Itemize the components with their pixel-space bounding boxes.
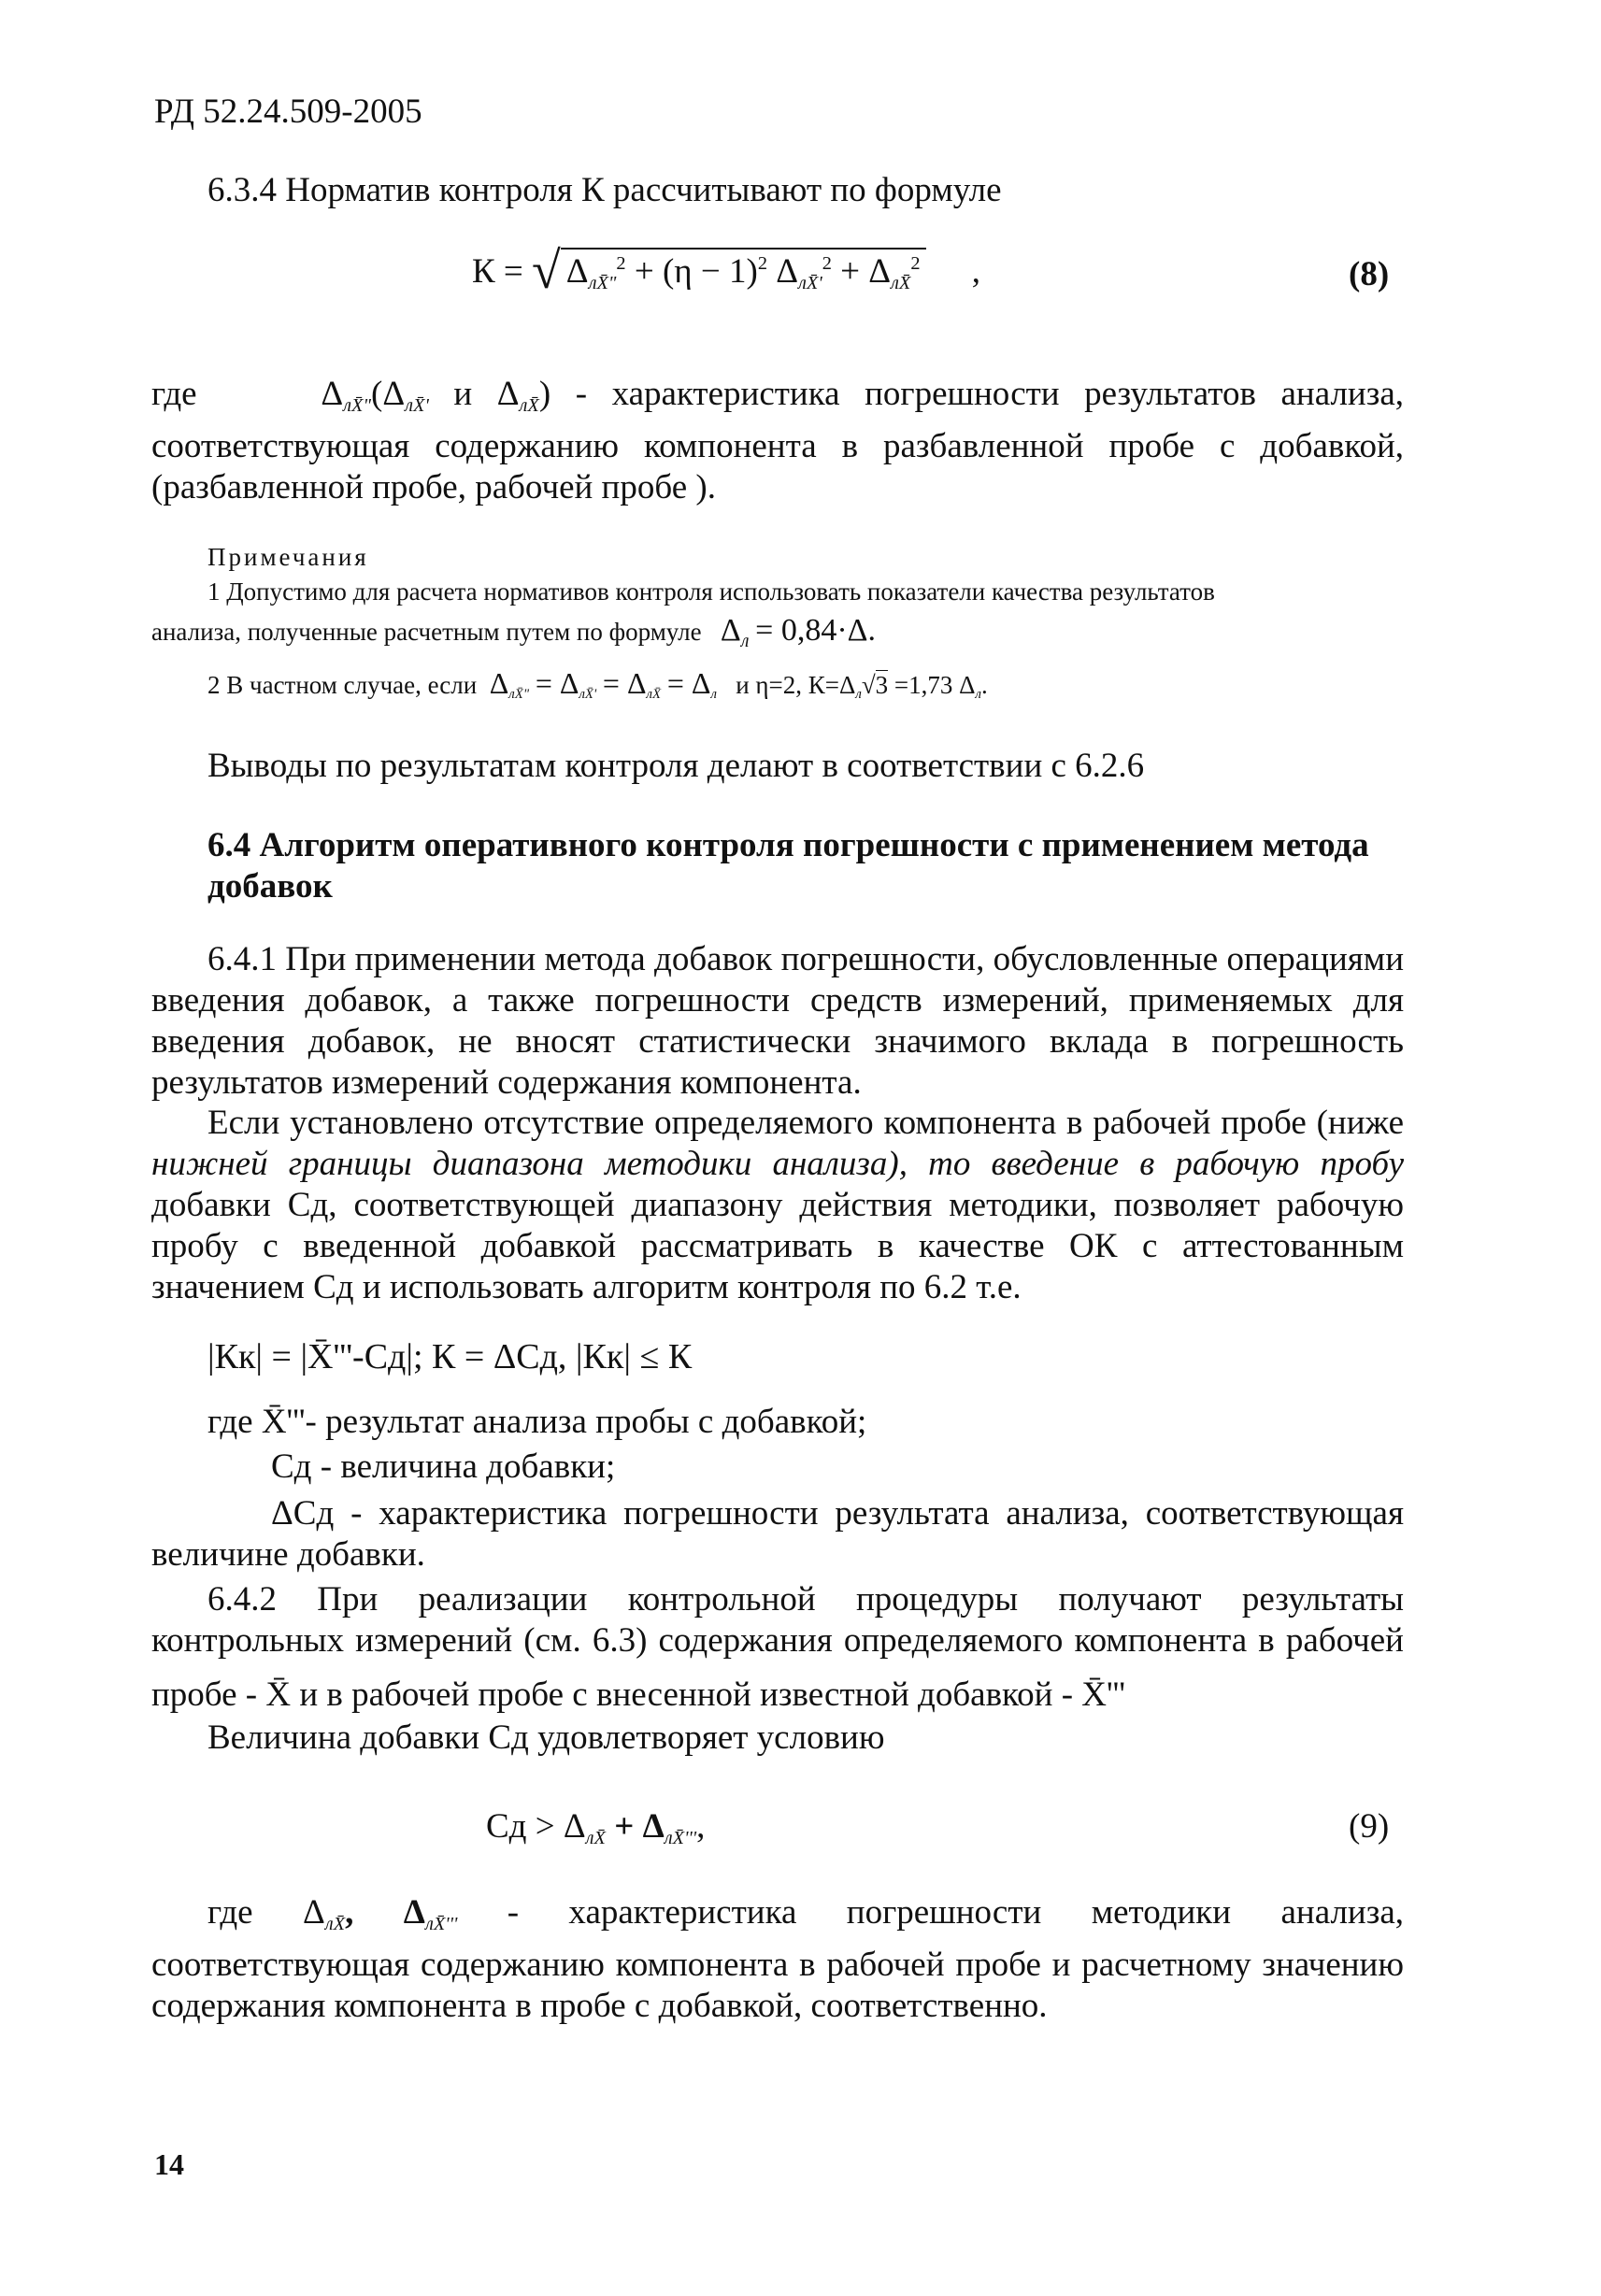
conclusion-text: Выводы по результатам контроля делают в соответствии с 6.2.6 bbox=[207, 747, 1145, 785]
note-2 bbox=[207, 665, 988, 704]
p641-line-1: 6.4.1 При применении метода добавок погрешности, обусловленные операциями bbox=[207, 940, 1404, 978]
formula-8-term3: + Δ bbox=[840, 252, 892, 291]
formula-8-term1-sup: 2 bbox=[616, 252, 626, 274]
formula-8 bbox=[472, 241, 980, 301]
formula-kk: |Кк| = |X̄'''-Cд|; К = ΔCд, |Кк| ≤ К bbox=[207, 1337, 693, 1376]
formula-9-lhs: Cд > Δ bbox=[486, 1807, 586, 1846]
where-error bbox=[151, 1493, 1404, 1576]
formula-8-plus1: + (η − 1) bbox=[634, 252, 758, 291]
note-1-line-2 bbox=[151, 612, 876, 652]
notes-title: Примечания bbox=[207, 543, 369, 571]
sqrt-sign: √ bbox=[532, 242, 561, 300]
where9-s2: лX̄''' bbox=[424, 1914, 458, 1935]
where9-line-2: соответствующая содержанию компонента в рабочей пробе и расчетному значению bbox=[151, 1946, 1404, 1985]
heading-line-1: 6.4 Алгоритм оперативного контроля погрешности с применением метода bbox=[207, 826, 1369, 864]
p641-line-3: введения добавок, не вносят статистически значимого вклада в погрешность bbox=[151, 1022, 1404, 1061]
paragraph-6-4-2 bbox=[151, 1579, 1404, 1716]
formula-8-term3-sub: лX̄ bbox=[891, 273, 911, 294]
document-id: РД 52.24.509-2005 bbox=[154, 93, 422, 131]
pif-line-2: нижней границы диапазона методики анализа), то введение в рабочую пробу bbox=[151, 1145, 1404, 1183]
p642-line-1: 6.4.2 При реализации контрольной процедуры получают результаты bbox=[207, 1580, 1404, 1619]
pif-line-4: пробу с введенной добавкой рассматривать в качестве ОК с аттестованным bbox=[151, 1227, 1404, 1265]
formula-9-comma: , bbox=[696, 1807, 706, 1846]
note-2-eq3: = Δ bbox=[666, 666, 711, 700]
symbol-sub-c: лX̄ bbox=[519, 395, 539, 417]
note-2-eq1: = Δ bbox=[535, 666, 579, 700]
explanation-line-2: соответствующая содержанию компонента в разбавленной пробе с добавкой, bbox=[151, 427, 1404, 466]
p641-line-4: результатов измерений содержания компонента. bbox=[151, 1063, 862, 1102]
note-2-s1: лX̄" bbox=[508, 687, 530, 703]
where9-s1: лX̄ bbox=[324, 1914, 346, 1935]
p641-line-2: введения добавок, а также погрешности средств измерений, применяемых для bbox=[151, 981, 1404, 1020]
explanation-line-1 bbox=[151, 374, 1404, 426]
where-result: где X̄'''- результат анализа пробы с добавкой; bbox=[207, 1403, 867, 1441]
note-2-end: . bbox=[980, 671, 988, 699]
p642-line-2: контрольных измерений (см. 6.3) содержания определяемого компонента в рабочей bbox=[151, 1621, 1404, 1660]
pif-line-1: Если установлено отсутствие определяемого компонента в рабочей пробе (ниже bbox=[207, 1104, 1404, 1142]
note-1-rhs: = 0,84·Δ. bbox=[755, 613, 877, 648]
note-2-tail2: =1,73 Δ bbox=[893, 671, 976, 699]
note-2-eq2: = Δ bbox=[602, 666, 647, 700]
paragraph-if-absent bbox=[151, 1103, 1404, 1308]
note-2-sqrt-sign: √ bbox=[861, 671, 876, 699]
where9-text: - характеристика погрешности методики анализа, bbox=[457, 1893, 1404, 1932]
pif-line-3: добавки Cд, соответствующей диапазону действия методики, позволяет рабочую bbox=[151, 1186, 1404, 1224]
formula-9-number: (9) bbox=[1349, 1807, 1390, 1846]
where-addition: Cд - величина добавки; bbox=[271, 1447, 616, 1486]
formula-8-term2: Δ bbox=[776, 252, 799, 291]
note-1-delta-sub: л bbox=[740, 631, 750, 651]
symbol-open: (Δ bbox=[371, 375, 406, 413]
paragraph-6-4-1 bbox=[151, 939, 1404, 1104]
addition-condition-lead: Величина добавки Cд удовлетворяет условию bbox=[207, 1718, 885, 1757]
formula-8-comma: , bbox=[971, 252, 981, 291]
explanation-text-1: ) - характеристика погрешности результатов анализа, bbox=[538, 375, 1404, 413]
formula-8-term2-sub: лX̄' bbox=[798, 273, 822, 294]
note-2-s4: л bbox=[710, 687, 717, 703]
formula-9-s2: лX̄''' bbox=[664, 1828, 697, 1849]
pif-line-5: значением Cд и использовать алгоритм контроля по 6.2 т.е. bbox=[151, 1268, 1022, 1306]
where-error-line-2: величине добавки. bbox=[151, 1535, 425, 1574]
note-2-tail1: и η=2, К=Δ bbox=[736, 671, 856, 699]
formula-8-term1: Δ bbox=[565, 252, 589, 291]
page-number: 14 bbox=[154, 2147, 184, 2181]
symbol-delta: Δ bbox=[321, 375, 344, 413]
section-6-4-heading bbox=[207, 825, 1404, 907]
heading-line-2: добавок bbox=[207, 867, 333, 906]
formula-8-term1-sub: лX̄" bbox=[588, 273, 617, 294]
note-2-sqrt-arg: 3 bbox=[875, 671, 889, 699]
where-error-line-1: ΔCд - характеристика погрешности результата анализа, соответствующая bbox=[271, 1494, 1404, 1533]
note-2-s2: лX̄' bbox=[579, 687, 597, 703]
where9-d2: , Δ bbox=[345, 1893, 425, 1932]
section-6-3-4-lead: 6.3.4 Норматив контроля К рассчитывают по формуле bbox=[207, 171, 1002, 209]
formula-9-s1: лX̄ bbox=[585, 1828, 606, 1849]
note-2-s5: л bbox=[855, 687, 862, 703]
where9-line-1 bbox=[151, 1892, 1404, 1945]
formula-8-explanation bbox=[151, 374, 1404, 508]
note-2-s6: л bbox=[975, 687, 981, 703]
explanation-line-3: (разбавленной пробе, рабочей пробе ). bbox=[151, 468, 716, 507]
note-1-delta: Δ bbox=[720, 613, 741, 648]
symbol-and: и Δ bbox=[453, 375, 520, 413]
formula-8-number: (8) bbox=[1349, 255, 1390, 293]
where-word: где bbox=[151, 375, 197, 413]
formula-9 bbox=[486, 1806, 705, 1849]
note-1-text: анализа, полученные расчетным путем по формуле bbox=[151, 618, 702, 646]
where9-line-3: содержания компонента в пробе с добавкой, соответственно. bbox=[151, 1987, 1048, 2026]
where9-lead: где Δ bbox=[207, 1893, 325, 1932]
note-1-line-1: 1 Допустимо для расчета нормативов контроля использовать показатели качества результатов bbox=[207, 578, 1215, 606]
formula-9-explanation bbox=[151, 1892, 1404, 2027]
p642-line-3: пробе - X̄ и в рабочей пробе с внесенной известной добавкой - X̄''' bbox=[151, 1676, 1125, 1714]
note-2-d1: Δ bbox=[489, 666, 509, 700]
symbol-sub-a: лX̄" bbox=[343, 395, 372, 417]
note-2-s3: лX̄ bbox=[646, 687, 662, 703]
formula-8-lhs: К = bbox=[472, 252, 523, 291]
formula-8-term2-sup: 2 bbox=[822, 252, 832, 274]
formula-8-term3-sup: 2 bbox=[910, 252, 921, 274]
note-2-text: 2 В частном случае, если bbox=[207, 671, 478, 699]
formula-9-plus: + Δ bbox=[614, 1807, 665, 1846]
symbol-sub-b: лX̄' bbox=[405, 395, 429, 417]
formula-8-plus1-sup: 2 bbox=[757, 252, 767, 274]
